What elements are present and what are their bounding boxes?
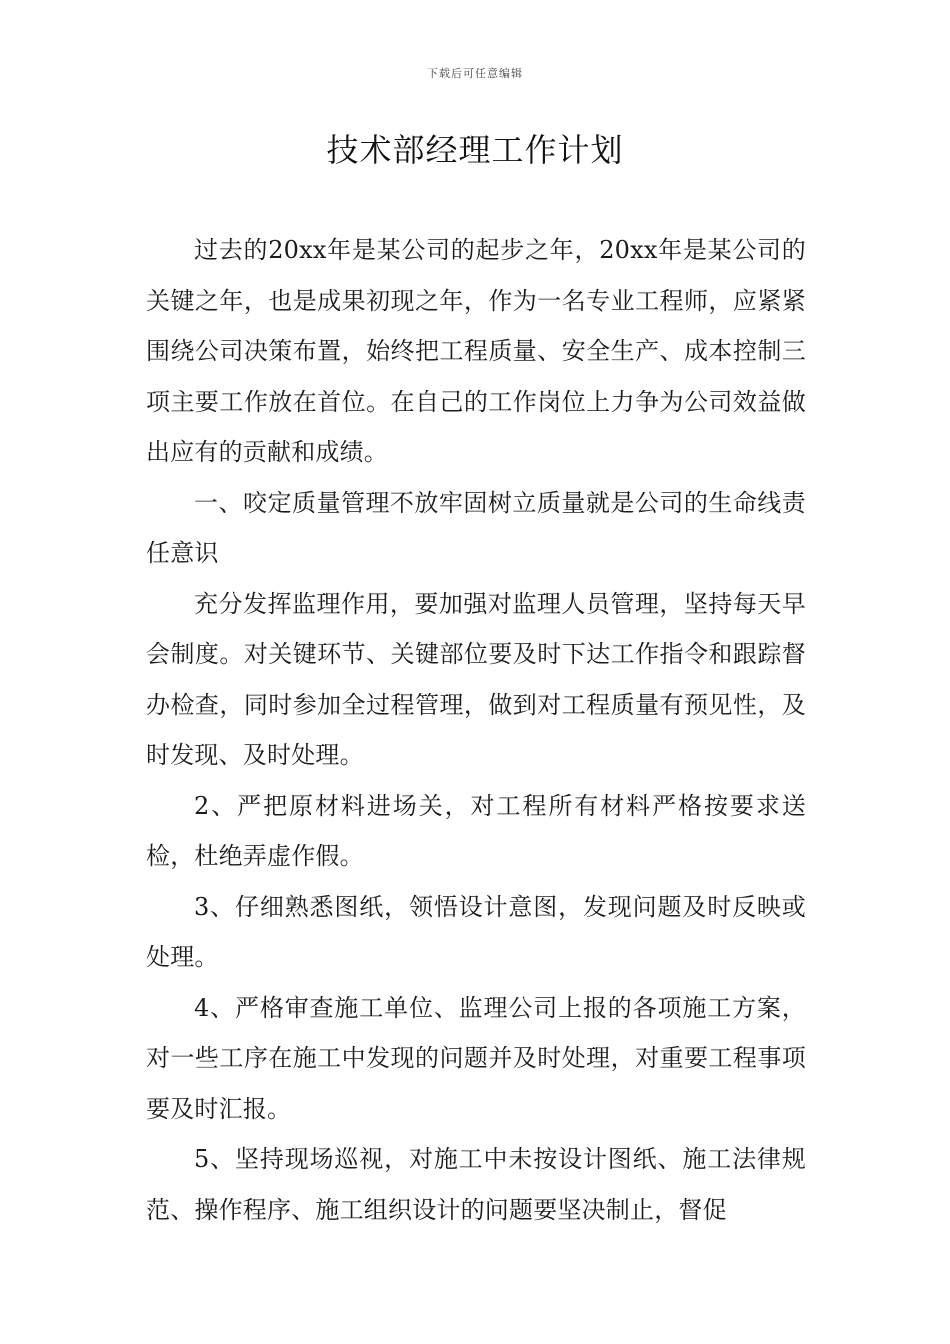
- paragraph-item-4: 4、严格审查施工单位、监理公司上报的各项施工方案，对一些工序在施工中发现的问题并及时处理，对重要工程事项要及时汇报。: [146, 993, 806, 1123]
- paragraph-item-3: 3、仔细熟悉图纸，领悟设计意图，发现问题及时反映或处理。: [146, 892, 806, 971]
- header-note: 下载后可任意编辑: [427, 67, 523, 80]
- document-title: 技术部经理工作计划: [326, 131, 624, 169]
- document-body: [146, 225, 806, 1235]
- paragraph-intro: 过去的20xx年是某公司的起步之年，20xx年是某公司的关键之年，也是成果初现之年，作为一名专业工程师，应紧紧围绕公司决策布置，始终把工程质量、安全生产、成本控制三项主要工作放在首位。在自己的工作岗位上力争为公司效益做出应有的贡献和成绩。: [146, 236, 806, 466]
- paragraph-item-2: 2、严把原材料进场关，对工程所有材料严格按要求送检，杜绝弄虚作假。: [146, 791, 806, 870]
- paragraph-item-5: 5、坚持现场巡视，对施工中未按设计图纸、施工法律规范、操作程序、施工组织设计的问题要坚决制止，督促: [146, 1145, 806, 1224]
- paragraph-supervision: 充分发挥监理作用，要加强对监理人员管理，坚持每天早会制度。对关键环节、关键部位要及时下达工作指令和跟踪督办检查，同时参加全过程管理，做到对工程质量有预见性，及时发现、及时处理。: [146, 589, 806, 769]
- paragraph-section-heading: 一、咬定质量管理不放牢固树立质量就是公司的生命线责任意识: [146, 488, 806, 567]
